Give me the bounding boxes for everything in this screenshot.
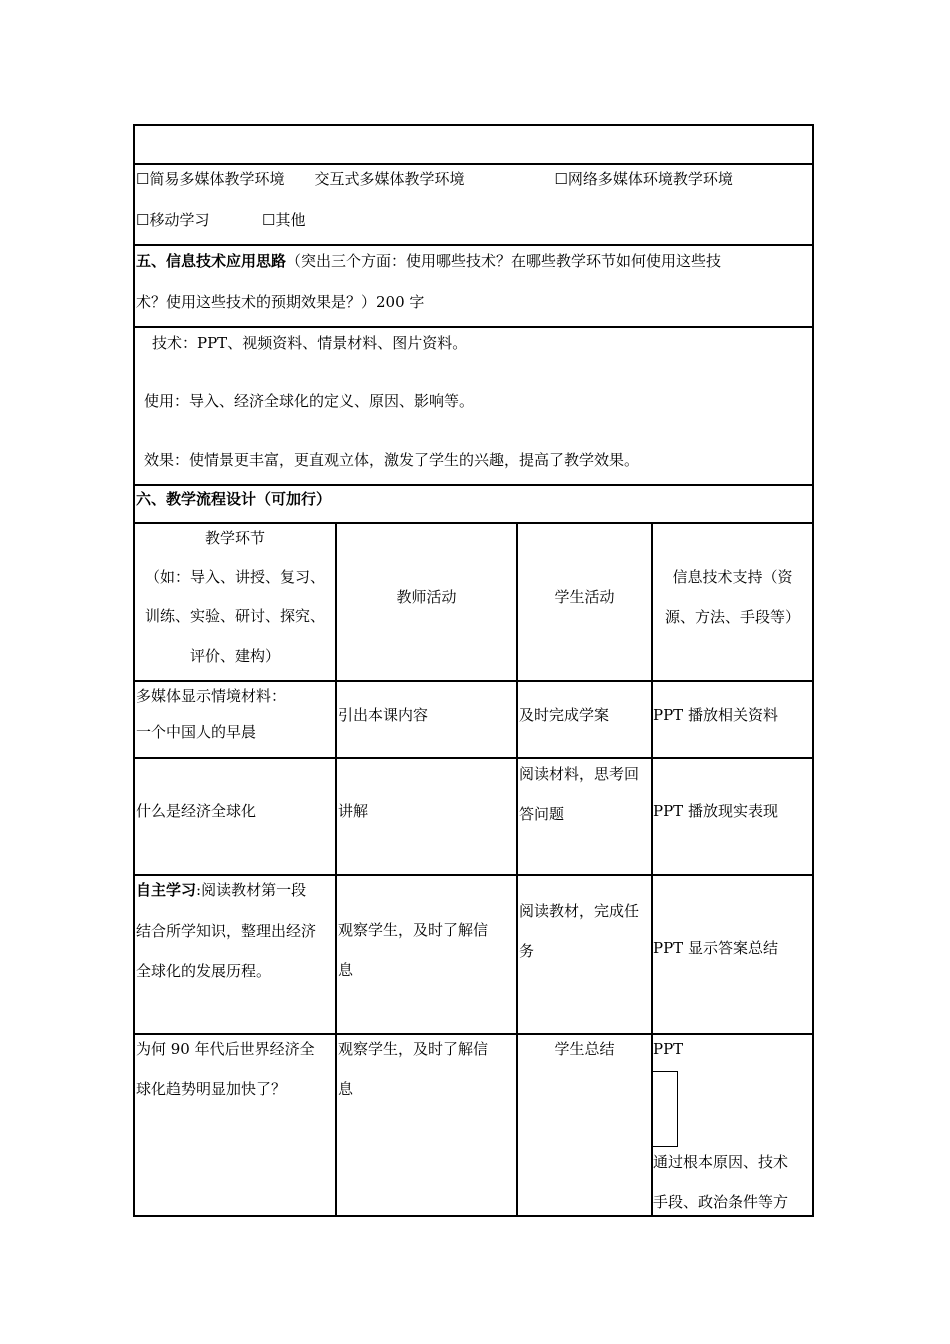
row3-stage-3: 全球化的发展历程。 [136,962,272,980]
env-options-line: ☐简易多媒体教学环境 交互式多媒体教学环境 ☐网络多媒体环境教学环境 [136,170,733,188]
header-stage-4: 评价、建构） [189,647,280,665]
row3-it: PPT 显示答案总结 [653,939,778,957]
row4-stage-2: 球化趋势明显加快了？ [136,1080,287,1098]
row-divider [133,484,814,486]
row1-student: 及时完成学案 [519,706,610,724]
section5-tech: 技术：PPT、视频资料、情景材料、图片资料。 [152,334,468,352]
row-divider [133,163,814,165]
row3-teacher-1: 观察学生，及时了解信 [338,921,489,939]
row3-student-1: 阅读教材，完成任 [519,902,640,920]
row-divider [133,522,814,524]
row2-student-2: 答问题 [519,805,565,823]
column-divider [516,522,518,1217]
section5-title: 五、信息技术应用思路 [136,252,287,270]
row3-stage-1 [136,880,306,900]
header-student: 学生活动 [554,588,615,606]
row1-stage-2: 一个中国人的早晨 [136,723,257,741]
section6-title: 六、教学流程设计（可加行） [136,490,332,508]
row4-teacher-2: 息 [338,1080,354,1098]
env-option-other: ☐其他 [262,211,306,229]
row4-teacher-1: 观察学生，及时了解信 [338,1040,489,1058]
row4-student: 学生总结 [554,1040,615,1058]
row2-student-1: 阅读材料，思考回 [519,765,640,783]
row3-teacher-2: 息 [338,961,354,979]
section5-desc-line2: 术？使用这些技术的预期效果是？）200 字 [136,293,425,311]
header-stage-2: （如：导入、讲授、复习、 [144,568,325,586]
header-stage-3: 训练、实验、研讨、探究、 [144,607,325,625]
row2-it: PPT 播放现实表现 [653,802,778,820]
env-option-mobile: ☐移动学习 [136,211,210,229]
row3-stage-rest: :阅读教材第一段 [196,881,307,899]
section5-desc-line1: （突出三个方面：使用哪些技术？在哪些教学环节如何使用这些技 [286,252,722,270]
row3-stage-bold: 自主学习 [136,881,197,899]
section5-effect: 效果：使情景更丰富，更直观立体，激发了学生的兴趣，提高了教学效果。 [144,451,640,469]
header-it-1: 信息技术支持（资 [672,568,793,586]
column-divider [335,522,337,1217]
row-divider [133,326,814,328]
section5-heading [136,251,721,271]
row3-stage-2: 结合所学知识，整理出经济 [136,922,317,940]
row4-it-2: 通过根本原因、技术 [653,1153,789,1171]
header-it-2: 源、方法、手段等） [664,608,800,626]
row-divider [133,874,814,876]
row1-teacher: 引出本课内容 [338,706,429,724]
row3-student-2: 务 [519,942,535,960]
header-teacher: 教师活动 [396,588,457,606]
row-divider [133,680,814,682]
row4-it-1: PPT [653,1040,684,1058]
diagram-box [652,1071,678,1147]
row-divider [133,757,814,759]
row2-stage: 什么是经济全球化 [136,802,257,820]
row4-it-3: 手段、政治条件等方 [653,1193,789,1211]
row2-teacher: 讲解 [338,802,369,820]
section5-use: 使用：导入、经济全球化的定义、原因、影响等。 [144,392,475,410]
row1-stage-1: 多媒体显示情境材料： [136,687,287,705]
row1-it: PPT 播放相关资料 [653,706,778,724]
header-stage-1: 教学环节 [204,529,265,547]
row-divider [133,1033,814,1035]
row-divider [133,244,814,246]
row4-stage-1: 为何 90 年代后世界经济全 [136,1040,315,1058]
